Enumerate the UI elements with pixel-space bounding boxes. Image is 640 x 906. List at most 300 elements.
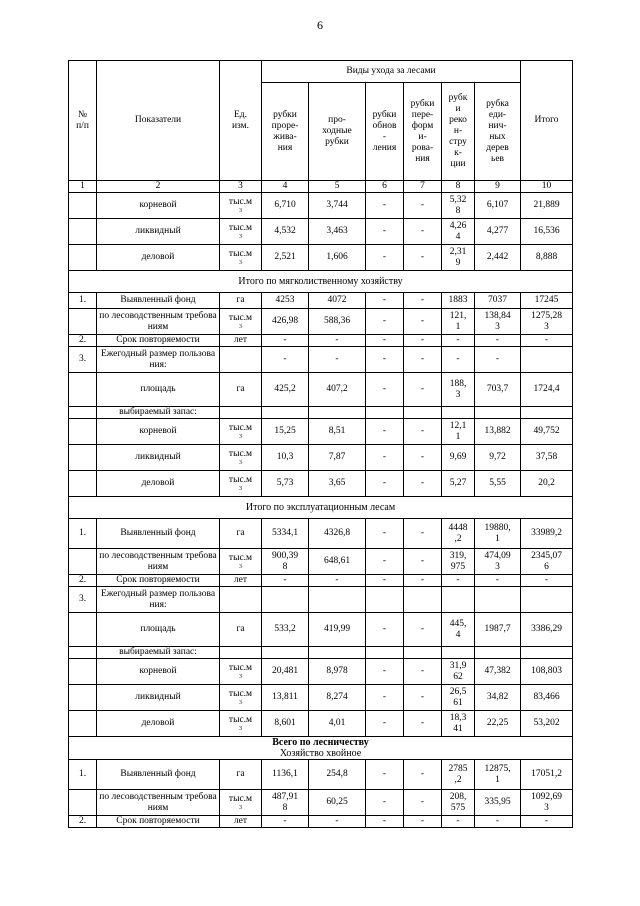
indicator-label: Выявленный фонд bbox=[97, 293, 220, 309]
empty-cell bbox=[404, 407, 442, 419]
table-row bbox=[69, 737, 573, 760]
value-cell: 208, 575 bbox=[442, 790, 475, 816]
value-cell: 1,606 bbox=[309, 245, 366, 271]
dash-cell: - bbox=[404, 760, 442, 790]
col-number: 9 bbox=[475, 181, 521, 193]
dash-cell: - bbox=[366, 293, 404, 309]
value-cell: 10,3 bbox=[262, 445, 309, 471]
unit-text: тыс.м bbox=[228, 313, 253, 323]
dash-cell: - bbox=[404, 816, 442, 828]
empty-cell bbox=[442, 407, 475, 419]
value-cell: 13,811 bbox=[262, 685, 309, 711]
dash-cell: - bbox=[366, 445, 404, 471]
dash-cell: - bbox=[262, 347, 309, 373]
empty-cell bbox=[366, 407, 404, 419]
value-cell: 6,107 bbox=[475, 193, 521, 219]
row-number-cell: 1. bbox=[69, 760, 97, 790]
empty-cell bbox=[262, 647, 309, 659]
header-indicators: Показатели bbox=[97, 61, 220, 181]
value-cell: 138,84 3 bbox=[475, 309, 521, 335]
unit-superscript: 3 bbox=[239, 700, 242, 706]
header-num: № п/п bbox=[69, 61, 97, 181]
indicator-label: Срок повторяемости bbox=[97, 816, 220, 828]
table-row bbox=[69, 193, 573, 219]
unit-cell bbox=[220, 419, 262, 445]
dash-cell: - bbox=[366, 471, 404, 497]
value-cell: 17051,2 bbox=[521, 760, 573, 790]
row-number-cell: 2. bbox=[69, 335, 97, 347]
unit-cell bbox=[220, 685, 262, 711]
section-title-text: Итого по мягколиственному хозяйству bbox=[238, 276, 403, 287]
dash-cell: - bbox=[404, 373, 442, 407]
value-cell: 3,65 bbox=[309, 471, 366, 497]
value-cell: 4448 ,2 bbox=[442, 519, 475, 549]
unit-superscript: 3 bbox=[239, 260, 242, 266]
empty-cell bbox=[366, 647, 404, 659]
row-number-cell: 2. bbox=[69, 816, 97, 828]
row-number-cell bbox=[69, 219, 97, 245]
value-cell: 5,73 bbox=[262, 471, 309, 497]
empty-cell bbox=[521, 347, 573, 373]
value-cell: 8,274 bbox=[309, 685, 366, 711]
value-cell: 7,87 bbox=[309, 445, 366, 471]
unit-cell bbox=[220, 309, 262, 335]
unit-cell: лет bbox=[220, 575, 262, 587]
indicator-label: Ежегодный размер пользования: bbox=[97, 587, 220, 613]
unit-cell bbox=[220, 245, 262, 271]
forest-care-table bbox=[68, 60, 573, 828]
indicator-label: корневой bbox=[97, 193, 220, 219]
table-row bbox=[69, 497, 573, 519]
empty-cell bbox=[404, 647, 442, 659]
indicator-label: по лесоводственным требованиям bbox=[97, 549, 220, 575]
indicator-label: деловой bbox=[97, 471, 220, 497]
row-number-cell bbox=[69, 309, 97, 335]
value-cell: 12875, 1 bbox=[475, 760, 521, 790]
empty-cell bbox=[442, 587, 475, 613]
indicator-label: площадь bbox=[97, 613, 220, 647]
unit-superscript: 3 bbox=[239, 460, 242, 466]
dash-cell: - bbox=[442, 335, 475, 347]
dash-cell: - bbox=[366, 373, 404, 407]
row-number-cell bbox=[69, 445, 97, 471]
unit-text: тыс.м bbox=[228, 249, 253, 259]
unit-superscript: 3 bbox=[239, 564, 242, 570]
value-cell: 4,532 bbox=[262, 219, 309, 245]
table-row bbox=[69, 373, 573, 407]
empty-cell bbox=[220, 587, 262, 613]
unit-text: тыс.м bbox=[228, 689, 253, 699]
empty-cell bbox=[309, 407, 366, 419]
table-row bbox=[69, 347, 573, 373]
unit-text: тыс.м bbox=[228, 449, 253, 459]
dash-cell: - bbox=[404, 309, 442, 335]
value-cell: 31,9 62 bbox=[442, 659, 475, 685]
section-subtitle: Хозяйство хвойное bbox=[279, 748, 362, 759]
table-row bbox=[69, 659, 573, 685]
dash-cell: - bbox=[404, 193, 442, 219]
empty-cell bbox=[262, 587, 309, 613]
value-cell: 26,5 61 bbox=[442, 685, 475, 711]
value-cell: 4072 bbox=[309, 293, 366, 309]
indicator-label: по лесоводственным требованиям bbox=[97, 790, 220, 816]
indicator-label: выбираемый запас: bbox=[97, 407, 220, 419]
col-number: 7 bbox=[404, 181, 442, 193]
table-row bbox=[69, 219, 573, 245]
table-row bbox=[69, 685, 573, 711]
value-cell: 1275,28 3 bbox=[521, 309, 573, 335]
dash-cell: - bbox=[366, 659, 404, 685]
indicator-label: по лесоводственным требованиям bbox=[97, 309, 220, 335]
table-row bbox=[69, 309, 573, 335]
empty-cell bbox=[404, 587, 442, 613]
indicator-label: Выявленный фонд bbox=[97, 519, 220, 549]
unit-cell bbox=[220, 471, 262, 497]
dash-cell: - bbox=[366, 613, 404, 647]
dash-cell: - bbox=[366, 519, 404, 549]
value-cell: 21,889 bbox=[521, 193, 573, 219]
dash-cell: - bbox=[404, 219, 442, 245]
value-cell: 3,463 bbox=[309, 219, 366, 245]
dash-cell: - bbox=[404, 659, 442, 685]
header-reconstruction-cutting: рубк и реко н- стру к- ции bbox=[442, 83, 475, 181]
block0-body bbox=[69, 193, 573, 271]
indicator-label: деловой bbox=[97, 711, 220, 737]
indicator-label: деловой bbox=[97, 245, 220, 271]
table-row bbox=[69, 575, 573, 587]
value-cell: 188, 3 bbox=[442, 373, 475, 407]
dash-cell: - bbox=[309, 816, 366, 828]
value-cell: 8,51 bbox=[309, 419, 366, 445]
unit-cell: га bbox=[220, 613, 262, 647]
value-cell: 588,36 bbox=[309, 309, 366, 335]
operational-forests-body bbox=[69, 497, 573, 737]
col-number: 4 bbox=[262, 181, 309, 193]
value-cell: 426,98 bbox=[262, 309, 309, 335]
dash-cell: - bbox=[404, 549, 442, 575]
dash-cell: - bbox=[475, 575, 521, 587]
dash-cell: - bbox=[475, 335, 521, 347]
dash-cell: - bbox=[404, 471, 442, 497]
value-cell: 2785 ,2 bbox=[442, 760, 475, 790]
unit-text: тыс.м bbox=[228, 794, 253, 804]
row-number-cell: 3. bbox=[69, 587, 97, 613]
empty-cell bbox=[475, 647, 521, 659]
header-renewal-cutting: рубки обнов - ления bbox=[366, 83, 404, 181]
indicator-label: корневой bbox=[97, 659, 220, 685]
table-row bbox=[69, 613, 573, 647]
value-cell: 419,99 bbox=[309, 613, 366, 647]
header-thinning: рубки проре- жива- ния bbox=[262, 83, 309, 181]
table-row bbox=[69, 519, 573, 549]
empty-cell bbox=[521, 587, 573, 613]
value-cell: 121, 1 bbox=[442, 309, 475, 335]
dash-cell: - bbox=[262, 335, 309, 347]
row-number-cell bbox=[69, 549, 97, 575]
unit-text: тыс.м bbox=[228, 715, 253, 725]
unit-cell: лет bbox=[220, 335, 262, 347]
indicator-label: ликвидный bbox=[97, 685, 220, 711]
empty-cell bbox=[475, 587, 521, 613]
value-cell: 49,752 bbox=[521, 419, 573, 445]
table-row bbox=[69, 549, 573, 575]
header-single-tree-cutting: рубка еди- нич- ных дерев ьев bbox=[475, 83, 521, 181]
value-cell: 3386,29 bbox=[521, 613, 573, 647]
value-cell: 2,521 bbox=[262, 245, 309, 271]
forestry-total-body bbox=[69, 737, 573, 828]
table-row bbox=[69, 271, 573, 293]
unit-cell: га bbox=[220, 373, 262, 407]
empty-cell bbox=[262, 407, 309, 419]
row-number-cell bbox=[69, 245, 97, 271]
unit-cell bbox=[220, 193, 262, 219]
value-cell: 4253 bbox=[262, 293, 309, 309]
col-number: 5 bbox=[309, 181, 366, 193]
value-cell: 1092,69 3 bbox=[521, 790, 573, 816]
dash-cell: - bbox=[366, 575, 404, 587]
unit-cell bbox=[220, 549, 262, 575]
row-number-cell bbox=[69, 647, 97, 659]
table-row bbox=[69, 711, 573, 737]
unit-text: тыс.м bbox=[228, 223, 253, 233]
value-cell: 16,536 bbox=[521, 219, 573, 245]
dash-cell: - bbox=[366, 419, 404, 445]
dash-cell: - bbox=[442, 816, 475, 828]
unit-text: тыс.м bbox=[228, 553, 253, 563]
unit-superscript: 3 bbox=[239, 486, 242, 492]
value-cell: 5,55 bbox=[475, 471, 521, 497]
value-cell: 20,2 bbox=[521, 471, 573, 497]
row-number-cell bbox=[69, 419, 97, 445]
dash-cell: - bbox=[404, 347, 442, 373]
header-total: Итого bbox=[521, 61, 573, 181]
indicator-label: Срок повторяемости bbox=[97, 335, 220, 347]
section-title-text: Итого по эксплуатационным лесам bbox=[245, 502, 396, 513]
value-cell: 4,01 bbox=[309, 711, 366, 737]
unit-superscript: 3 bbox=[239, 726, 242, 732]
value-cell: 20,481 bbox=[262, 659, 309, 685]
dash-cell: - bbox=[475, 347, 521, 373]
col-number: 2 bbox=[97, 181, 220, 193]
value-cell: 22,25 bbox=[475, 711, 521, 737]
unit-cell bbox=[220, 711, 262, 737]
value-cell: 4326,8 bbox=[309, 519, 366, 549]
row-number-cell bbox=[69, 711, 97, 737]
value-cell: 17245 bbox=[521, 293, 573, 309]
dash-cell: - bbox=[309, 335, 366, 347]
dash-cell: - bbox=[366, 193, 404, 219]
dash-cell: - bbox=[366, 245, 404, 271]
value-cell: 18,3 41 bbox=[442, 711, 475, 737]
col-number: 8 bbox=[442, 181, 475, 193]
header-passage-cutting: про- ходные рубки bbox=[309, 83, 366, 181]
table-row bbox=[69, 245, 573, 271]
value-cell: 703,7 bbox=[475, 373, 521, 407]
empty-cell bbox=[366, 587, 404, 613]
dash-cell: - bbox=[521, 575, 573, 587]
unit-superscript: 3 bbox=[239, 805, 242, 811]
value-cell: 19880, 1 bbox=[475, 519, 521, 549]
value-cell: 425,2 bbox=[262, 373, 309, 407]
dash-cell: - bbox=[404, 685, 442, 711]
dash-cell: - bbox=[366, 549, 404, 575]
table-row bbox=[69, 647, 573, 659]
value-cell: 1883 bbox=[442, 293, 475, 309]
empty-cell bbox=[220, 647, 262, 659]
dash-cell: - bbox=[366, 309, 404, 335]
value-cell: 648,61 bbox=[309, 549, 366, 575]
dash-cell: - bbox=[521, 816, 573, 828]
table-row bbox=[69, 760, 573, 790]
empty-cell bbox=[220, 347, 262, 373]
row-number-cell bbox=[69, 685, 97, 711]
dash-cell: - bbox=[404, 245, 442, 271]
indicator-label: корневой bbox=[97, 419, 220, 445]
table-row bbox=[69, 587, 573, 613]
unit-superscript: 3 bbox=[239, 208, 242, 214]
unit-cell bbox=[220, 790, 262, 816]
value-cell: 12,1 1 bbox=[442, 419, 475, 445]
value-cell: 108,803 bbox=[521, 659, 573, 685]
value-cell: 9,72 bbox=[475, 445, 521, 471]
empty-cell bbox=[475, 407, 521, 419]
header-reform-cutting: рубки пере- форм и- рова- ния bbox=[404, 83, 442, 181]
unit-cell: га bbox=[220, 760, 262, 790]
indicator-label: Ежегодный размер пользования: bbox=[97, 347, 220, 373]
row-number-cell bbox=[69, 373, 97, 407]
table-row bbox=[69, 816, 573, 828]
table-row bbox=[69, 445, 573, 471]
value-cell: 9,69 bbox=[442, 445, 475, 471]
empty-cell bbox=[521, 647, 573, 659]
value-cell: 533,2 bbox=[262, 613, 309, 647]
table-row bbox=[69, 471, 573, 497]
value-cell: 4,26 4 bbox=[442, 219, 475, 245]
value-cell: 1136,1 bbox=[262, 760, 309, 790]
row-number-cell bbox=[69, 407, 97, 419]
table-row bbox=[69, 419, 573, 445]
row-number-cell: 3. bbox=[69, 347, 97, 373]
dash-cell: - bbox=[309, 575, 366, 587]
dash-cell: - bbox=[404, 790, 442, 816]
table-row bbox=[69, 293, 573, 309]
row-number-cell bbox=[69, 471, 97, 497]
softwood-total-body bbox=[69, 271, 573, 497]
value-cell: 53,202 bbox=[521, 711, 573, 737]
indicator-label: Выявленный фонд bbox=[97, 760, 220, 790]
row-number-cell bbox=[69, 613, 97, 647]
value-cell: 474,09 3 bbox=[475, 549, 521, 575]
unit-cell bbox=[220, 659, 262, 685]
value-cell: 1987,7 bbox=[475, 613, 521, 647]
dash-cell: - bbox=[366, 219, 404, 245]
value-cell: 254,8 bbox=[309, 760, 366, 790]
value-cell: 7037 bbox=[475, 293, 521, 309]
indicator-label: площадь bbox=[97, 373, 220, 407]
dash-cell: - bbox=[366, 711, 404, 737]
unit-text: тыс.м bbox=[228, 475, 253, 485]
indicator-label: выбираемый запас: bbox=[97, 647, 220, 659]
value-cell: 13,882 bbox=[475, 419, 521, 445]
dash-cell: - bbox=[404, 419, 442, 445]
value-cell: 2,31 9 bbox=[442, 245, 475, 271]
section-title bbox=[69, 271, 573, 293]
dash-cell: - bbox=[404, 335, 442, 347]
dash-cell: - bbox=[262, 816, 309, 828]
value-cell: 407,2 bbox=[309, 373, 366, 407]
empty-cell bbox=[521, 407, 573, 419]
value-cell: 8,978 bbox=[309, 659, 366, 685]
unit-cell bbox=[220, 445, 262, 471]
value-cell: 5,27 bbox=[442, 471, 475, 497]
dash-cell: - bbox=[404, 711, 442, 737]
empty-cell bbox=[309, 647, 366, 659]
value-cell: 34,82 bbox=[475, 685, 521, 711]
dash-cell: - bbox=[366, 685, 404, 711]
value-cell: 4,277 bbox=[475, 219, 521, 245]
col-number: 10 bbox=[521, 181, 573, 193]
value-cell: 5334,1 bbox=[262, 519, 309, 549]
table-row bbox=[69, 335, 573, 347]
value-cell: 335,95 bbox=[475, 790, 521, 816]
value-cell: 83,466 bbox=[521, 685, 573, 711]
value-cell: 8,601 bbox=[262, 711, 309, 737]
value-cell: 2,442 bbox=[475, 245, 521, 271]
unit-text: тыс.м bbox=[228, 423, 253, 433]
value-cell: 3,744 bbox=[309, 193, 366, 219]
empty-cell bbox=[442, 647, 475, 659]
unit-cell: га bbox=[220, 519, 262, 549]
row-number-cell: 1. bbox=[69, 293, 97, 309]
dash-cell: - bbox=[366, 790, 404, 816]
section-title bbox=[69, 497, 573, 519]
dash-cell: - bbox=[404, 613, 442, 647]
col-number: 6 bbox=[366, 181, 404, 193]
dash-cell: - bbox=[366, 335, 404, 347]
unit-text: тыс.м bbox=[228, 197, 253, 207]
indicator-label: ликвидный bbox=[97, 445, 220, 471]
empty-cell bbox=[220, 407, 262, 419]
unit-cell: га bbox=[220, 293, 262, 309]
row-number-cell bbox=[69, 659, 97, 685]
value-cell: 900,39 8 bbox=[262, 549, 309, 575]
indicator-label: Срок повторяемости bbox=[97, 575, 220, 587]
dash-cell: - bbox=[366, 816, 404, 828]
dash-cell: - bbox=[366, 347, 404, 373]
value-cell: 33989,2 bbox=[521, 519, 573, 549]
empty-cell bbox=[309, 587, 366, 613]
unit-superscript: 3 bbox=[239, 234, 242, 240]
unit-cell bbox=[220, 219, 262, 245]
unit-superscript: 3 bbox=[239, 674, 242, 680]
header-unit: Ед. изм. bbox=[220, 61, 262, 181]
table-row bbox=[69, 407, 573, 419]
dash-cell: - bbox=[404, 293, 442, 309]
value-cell: 6,710 bbox=[262, 193, 309, 219]
row-number-cell: 1. bbox=[69, 519, 97, 549]
unit-cell: лет bbox=[220, 816, 262, 828]
value-cell: 47,382 bbox=[475, 659, 521, 685]
dash-cell: - bbox=[262, 575, 309, 587]
col-number: 3 bbox=[220, 181, 262, 193]
value-cell: 8,888 bbox=[521, 245, 573, 271]
value-cell: 445, 4 bbox=[442, 613, 475, 647]
table-row bbox=[69, 790, 573, 816]
value-cell: 1724,4 bbox=[521, 373, 573, 407]
dash-cell: - bbox=[404, 445, 442, 471]
row-number-cell bbox=[69, 790, 97, 816]
row-number-cell: 2. bbox=[69, 575, 97, 587]
